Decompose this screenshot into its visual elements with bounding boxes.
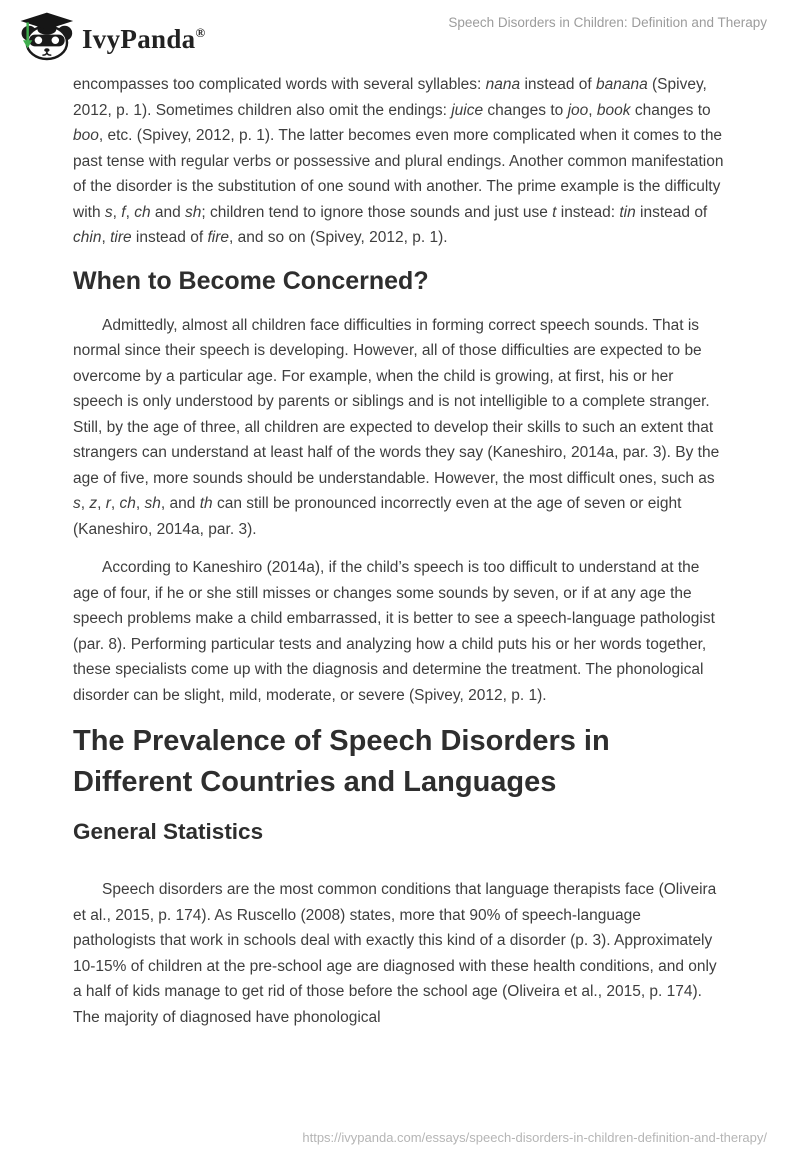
section-heading-general-statistics: General Statistics <box>73 819 264 844</box>
section-heading-when-to-become-concerned: When to Become Concerned? <box>73 266 429 295</box>
paragraph-phonology-examples: encompasses too complicated words with several syllables: nana instead of banana (Spivey, 2012, p. 1). Sometimes children also omit the endings: juice changes to joo, book changes to boo, etc. (Spivey, 2012, p. 1). The latter becomes even more complicated when it comes to the past tense with regular verbs or possessive and plural endings. Another common manifestation of the disorder is the substitution of one sound with another. The prime example is the difficulty with s, f, ch and sh; children tend to ignore those sounds and just use t instead: tin instead of chin, tire instead of fire, and so on (Spivey, 2012, p. 1). <box>73 76 724 246</box>
page-header <box>15 8 767 64</box>
registered-mark: ® <box>195 25 206 40</box>
paragraph-statistics: Speech disorders are the most common conditions that language therapists face (Oliveira et al., 2015, p. 174). As Ruscello (2008) states, more that 90% of speech-language pathologists that work in schools deal with exactly this kind of a disorder (p. 3). Approximately 10-15% of children at the pre-school age are diagnosed with these health conditions, and only a half of kids manage to get rid of those before the school age (Oliveira et al., 2015, p. 174). The majority of diagnosed have phonological <box>73 881 717 1026</box>
brand-name: IvyPanda <box>82 24 196 54</box>
panda-graduation-cap-icon <box>15 11 75 61</box>
paragraph-age-expectations: Admittedly, almost all children face difficulties in forming correct speech sounds. That is normal since their speech is developing. However, all of those difficulties are expected to be overcome by a particular age. For example, when the child is growing, at first, his or her speech is only understood by parents or siblings and is not intelligible to a complete stranger. Still, by the age of three, all children are expected to develop their skills to such an extent that strangers can understand at least half of the words they say (Kaneshiro, 2014a, par. 3). By the age of five, more sounds should be understandable. However, the most difficult ones, such as s, z, r, ch, sh, and th can still be pronounced incorrectly even at the age of seven or eight (Kaneshiro, 2014a, par. 3). <box>73 316 720 538</box>
essay-content <box>73 72 725 1043</box>
ivypanda-brand <box>15 8 205 64</box>
paragraph-pathologist-advice: According to Kaneshiro (2014a), if the child’s speech is too difficult to understand at the age of four, if he or she still misses or changes some sounds by seven, or if at any age the speech problems make a child embarrassed, it is better to see a speech-language pathologist (par. 8). Performing particular tests and analyzing how a child puts his or her words together, these specialists come up with the diagnosis and determine the treatment. The phonological disorder can be slight, mild, moderate, or severe (Spivey, 2012, p. 1). <box>73 559 715 704</box>
footer-source-url: https://ivypanda.com/essays/speech-disorders-in-children-definition-and-therapy/ <box>302 1130 767 1145</box>
section-heading-prevalence: The Prevalence of Speech Disorders in Different Countries and Languages <box>73 725 610 798</box>
document-header-title: Speech Disorders in Children: Definition and Therapy <box>448 15 767 30</box>
brand-wordmark <box>82 8 205 64</box>
